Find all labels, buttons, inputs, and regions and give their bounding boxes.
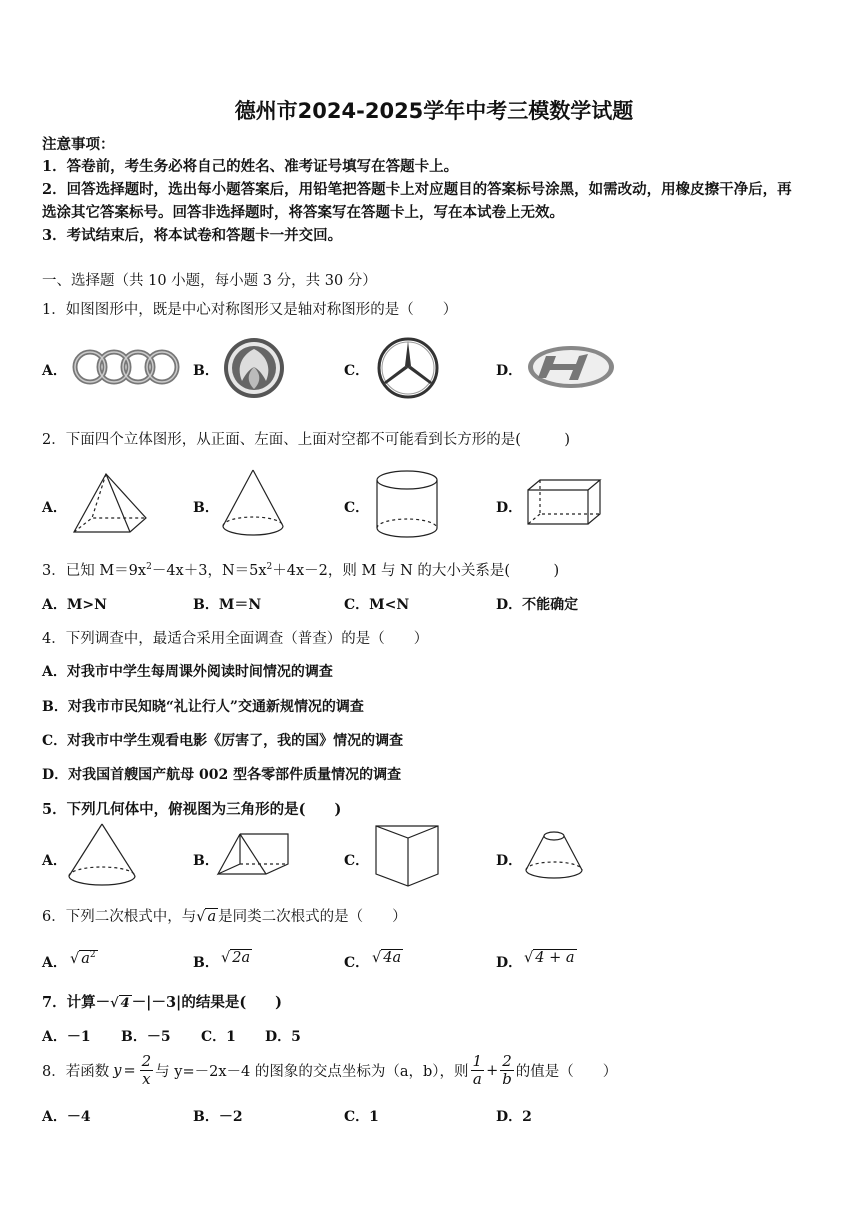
dongfeng-logo-icon <box>222 337 286 399</box>
q8-stem-part-b: 与 y=－2x－4 的图象的交点坐标为（a，b），则 <box>155 1064 469 1080</box>
q3-option-d: D．不能确定 <box>496 597 579 613</box>
sqrt-4: √ 4 <box>110 996 130 1011</box>
question-8-stem <box>42 1053 617 1088</box>
q1-option-d-label: D． <box>496 363 523 379</box>
q2-option-a-label: A． <box>42 500 67 516</box>
notes-heading: 注意事项： <box>42 136 115 153</box>
q1-option-a-label: A． <box>42 363 67 379</box>
question-7-stem <box>42 991 282 1012</box>
q4-option-c: C．对我市中学生观看电影《厉害了，我的国》情况的调查 <box>42 733 404 749</box>
q8-var-y: y <box>113 1062 122 1079</box>
cone-icon <box>66 822 138 888</box>
q3-stem-part-b: －4x＋3，N＝5x <box>151 563 267 579</box>
pyramid-icon <box>70 472 150 536</box>
fraction-2-over-x: $\frac{2}{x}$ <box>141 1052 152 1088</box>
audi-logo-icon <box>70 346 180 388</box>
question-4-stem: 4．下列调查中，最适合采用全面调查（普查）的是（ ） <box>42 631 429 647</box>
q8-equals: = <box>123 1062 136 1079</box>
q8-stem-part-c: 的值是（ ） <box>515 1064 618 1080</box>
q3-option-c: C．M<N <box>344 597 410 613</box>
question-3-stem <box>42 559 559 580</box>
q6-option-a-label: A． <box>42 955 67 971</box>
q2-option-d-label: D． <box>496 500 523 516</box>
q7-option-a: A．－1 <box>42 1029 91 1045</box>
notes-item-2-cont: 选涂其它答案标号。回答非选择题时，将答案写在答题卡上，写在本试卷上无效。 <box>42 204 564 221</box>
q6-option-d-expr: √ 4 + a <box>524 950 575 966</box>
fraction-1-over-a: $\frac{1}{a}$ <box>472 1052 483 1088</box>
question-2-stem: 2．下面四个立体图形，从正面、左面、上面对空都不可能看到长方形的是( ) <box>42 432 571 448</box>
cylinder-icon <box>374 468 440 540</box>
q7-option-b: B．－5 <box>121 1029 171 1045</box>
q5-option-c-label: C． <box>344 853 370 869</box>
q7-option-c: C．1 <box>201 1029 236 1045</box>
q3-stem-part-a: 3．已知 M＝9x <box>42 563 147 579</box>
q7-stem-part-b: －|－3|的结果是( ) <box>131 994 283 1011</box>
q8-option-a: A．－4 <box>42 1109 91 1125</box>
q6-option-b-label: B． <box>193 955 219 971</box>
page-title: 德州市2024-2025学年中考三模数学试题 <box>234 99 634 123</box>
cone-icon <box>220 468 286 538</box>
q5-option-d-label: D． <box>496 853 523 869</box>
triangular-prism-front-icon <box>374 824 440 888</box>
notes-item-2: 2．回答选择题时，选出每小题答案后，用铅笔把答题卡上对应题目的答案标号涂黑，如需改动，用橡皮擦干净后，再 <box>42 181 792 198</box>
q2-option-c-label: C． <box>344 500 370 516</box>
sqrt-a: √ a <box>196 909 217 925</box>
q1-option-b-label: B． <box>193 363 219 379</box>
q7-option-d: D．5 <box>265 1029 301 1045</box>
q3-exponent-1: 2 <box>146 562 152 573</box>
q6-option-c-label: C． <box>344 955 370 971</box>
cuboid-icon <box>526 478 604 526</box>
q6-option-a-expr: √ $a^2$ <box>70 950 96 967</box>
frustum-icon <box>524 828 584 882</box>
question-1-stem: 1．如图图形中，既是中心对称图形又是轴对称图形的是（ ） <box>42 302 458 318</box>
q1-option-c-label: C． <box>344 363 370 379</box>
q5-option-a-label: A． <box>42 853 67 869</box>
q5-option-b-label: B． <box>193 853 219 869</box>
section-heading: 一、选择题（共 10 小题，每小题 3 分，共 30 分） <box>42 273 377 289</box>
question-5-stem: 5．下列几何体中，俯视图为三角形的是( ) <box>42 801 342 818</box>
q8-stem-part-a: 8．若函数 <box>42 1064 110 1080</box>
q4-option-d: D．对我国首艘国产航母 002 型各零部件质量情况的调查 <box>42 767 402 783</box>
q3-stem-part-c: ＋4x－2，则 M 与 N 的大小关系是( ) <box>272 563 560 579</box>
q2-option-b-label: B． <box>193 500 219 516</box>
q7-stem-part-a: 7．计算－ <box>42 994 111 1011</box>
q3-option-b: B．M＝N <box>193 597 262 613</box>
q8-option-c: C．1 <box>344 1109 379 1125</box>
q4-option-b: B．对我市市民知晓“礼让行人”交通新规情况的调查 <box>42 699 364 715</box>
q3-option-a: A．M>N <box>42 597 107 613</box>
q8-option-d: D．2 <box>496 1109 532 1125</box>
q6-stem-part-b: 是同类二次根式的是（ ） <box>218 909 407 925</box>
notes-item-1: 1．答卷前，考生务必将自己的姓名、准考证号填写在答题卡上。 <box>42 158 459 175</box>
q6-option-d-label: D． <box>496 955 523 971</box>
q6-option-c-expr: √ 4a <box>372 950 402 966</box>
mercedes-logo-icon <box>376 337 440 399</box>
fraction-2-over-b: $\frac{2}{b}$ <box>502 1052 512 1088</box>
q3-exponent-2: 2 <box>266 562 273 573</box>
question-6-stem <box>42 905 407 926</box>
q4-option-a: A．对我市中学生每周课外阅读时间情况的调查 <box>42 664 333 680</box>
q6-stem-part-a: 6．下列二次根式中，与 <box>42 909 197 925</box>
q6-option-b-expr: √ 2a <box>221 950 251 966</box>
hyundai-logo-icon <box>526 344 616 390</box>
triangular-prism-icon <box>216 830 290 878</box>
q8-option-b: B．－2 <box>193 1109 243 1125</box>
q8-plus: + <box>486 1062 499 1079</box>
notes-item-3: 3．考试结束后，将本试卷和答题卡一并交回。 <box>42 227 343 244</box>
